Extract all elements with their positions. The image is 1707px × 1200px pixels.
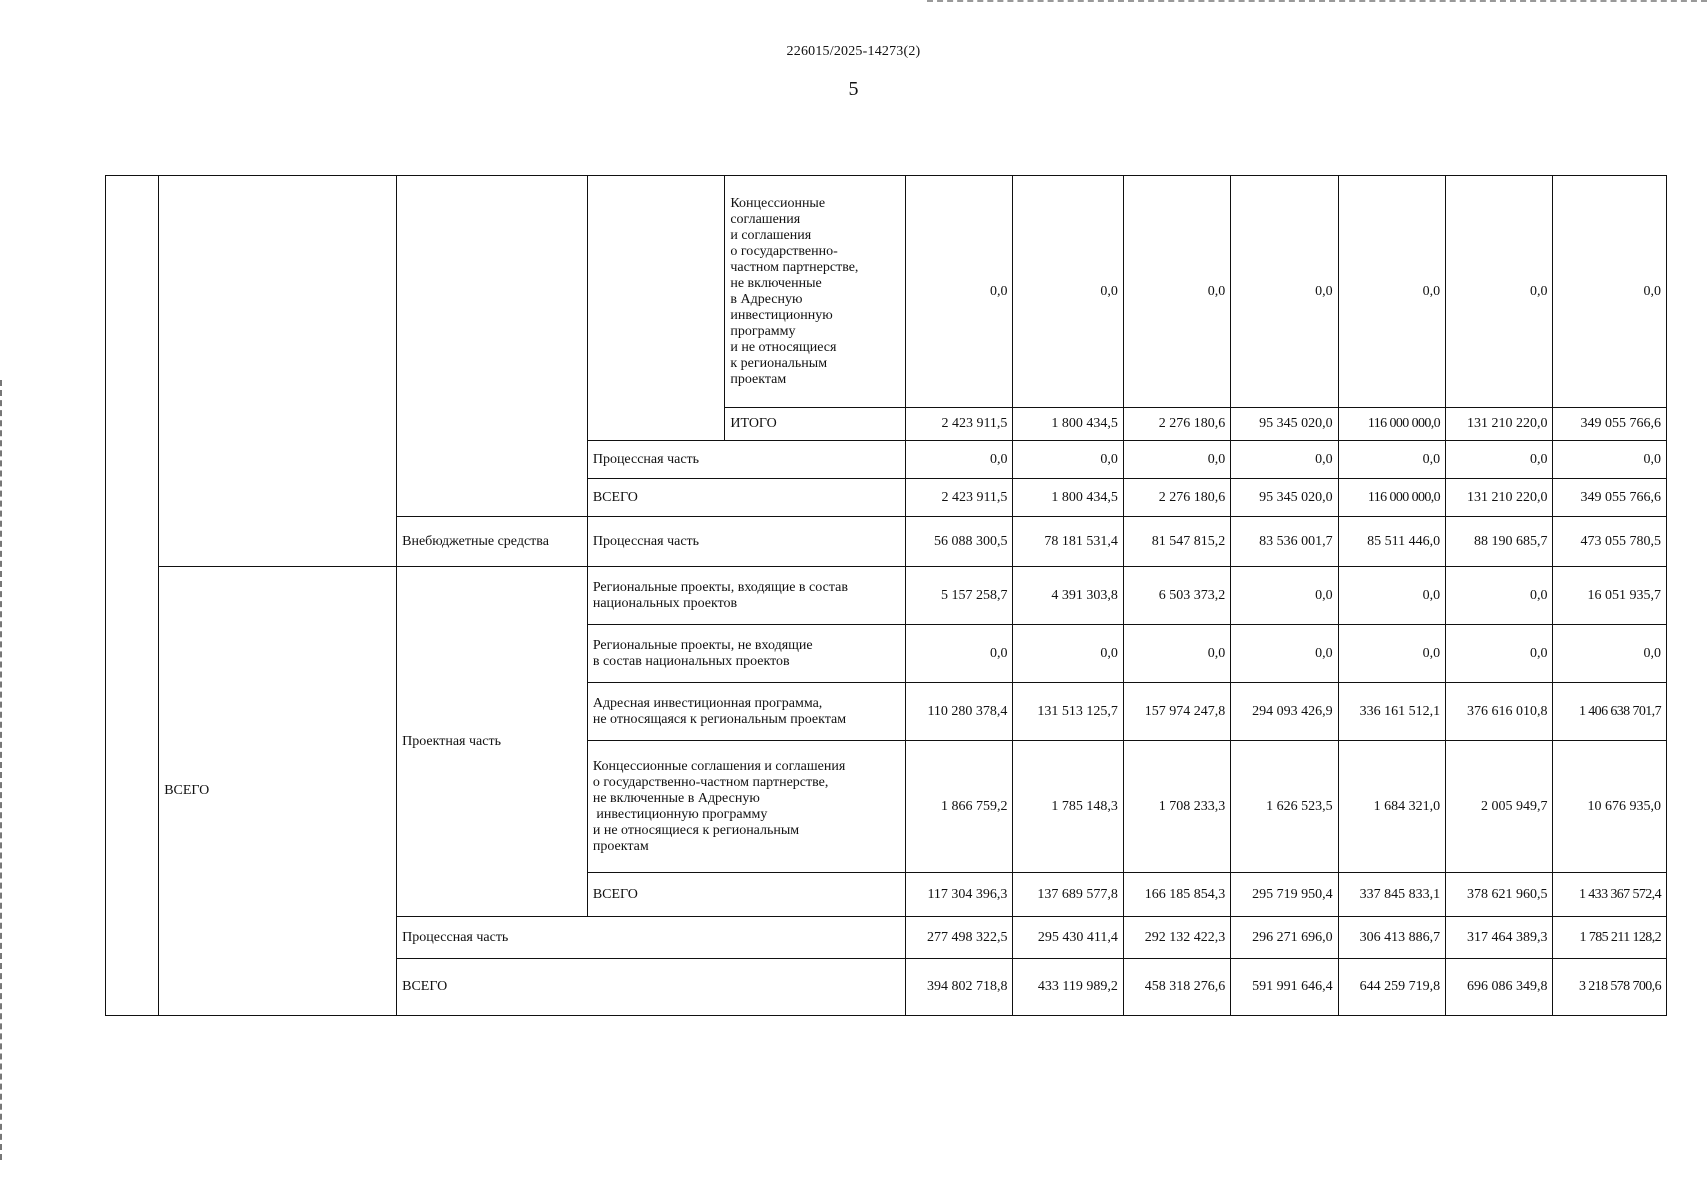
table-cell: 0,0 [1446,567,1553,625]
table-cell: 0,0 [1231,567,1338,625]
total-process-label: Процессная часть [397,917,906,959]
table-cell: 0,0 [1446,625,1553,683]
scan-edge-marks-left [0,380,5,1160]
table-cell: 1 785 211 128,2 [1553,917,1667,959]
table-cell: 458 318 276,6 [1123,959,1230,1016]
itogo-label: ИТОГО [725,408,906,441]
table-cell: 1 433 367 572,4 [1553,873,1667,917]
table-cell: 110 280 378,4 [906,683,1013,741]
project-vsego-label: ВСЕГО [587,873,905,917]
table-cell: 81 547 815,2 [1123,517,1230,567]
table-cell: 0,0 [1338,625,1445,683]
table-cell: 378 621 960,5 [1446,873,1553,917]
table-cell: 306 413 886,7 [1338,917,1445,959]
table-cell: 2 276 180,6 [1123,479,1230,517]
table-row-regional-in [106,567,1667,625]
table-cell: 1 708 233,3 [1123,741,1230,873]
table-cell: 0,0 [906,441,1013,479]
table-cell: 85 511 446,0 [1338,517,1445,567]
table-cell: 376 616 010,8 [1446,683,1553,741]
blank-group-cell [159,176,397,567]
table-cell: 0,0 [1553,441,1667,479]
table-cell: 2 423 911,5 [906,408,1013,441]
table-cell: 349 055 766,6 [1553,479,1667,517]
table-cell: 0,0 [906,625,1013,683]
table-cell: 277 498 322,5 [906,917,1013,959]
table-cell: 0,0 [1553,625,1667,683]
table-cell: 0,0 [1446,441,1553,479]
table-cell: 591 991 646,4 [1231,959,1338,1016]
table-cell: 0,0 [1013,176,1123,408]
table-cell: 0,0 [1231,625,1338,683]
table-cell: 296 271 696,0 [1231,917,1338,959]
table-cell: 0,0 [1338,176,1445,408]
table-cell: 131 210 220,0 [1446,408,1553,441]
table-row-concession-long [106,176,1667,408]
extrabudget-label: Внебюджетные средства [397,517,588,567]
blank-part-cell [587,176,725,441]
document-id: 226015/2025-14273(2) [786,44,921,59]
table-cell: 10 676 935,0 [1553,741,1667,873]
table-cell: 0,0 [1231,176,1338,408]
table-cell: 5 157 258,7 [906,567,1013,625]
scan-edge-marks-top [927,0,1707,4]
table-cell: 1 800 434,5 [1013,408,1123,441]
table-cell: 1 785 148,3 [1013,741,1123,873]
table-cell: 349 055 766,6 [1553,408,1667,441]
process-part-label: Процессная часть [587,441,905,479]
table-cell: 6 503 373,2 [1123,567,1230,625]
table-cell: 56 088 300,5 [906,517,1013,567]
table-cell: 292 132 422,3 [1123,917,1230,959]
table-cell: 1 800 434,5 [1013,479,1123,517]
regional-in-label: Региональные проекты, входящие в состав национальных проектов [587,567,905,625]
table-cell: 88 190 685,7 [1446,517,1553,567]
table-cell: 95 345 020,0 [1231,408,1338,441]
page-number: 5 [848,78,859,100]
table-cell: 1 406 638 701,7 [1553,683,1667,741]
table-cell: 0,0 [1553,176,1667,408]
concession-long-label: Концессионные соглашения и соглашения о государственно- частном партнерстве, не включенные в Адресную инвестиционную программу и не относящиеся к региональным проектам [725,176,906,408]
table-cell: 2 423 911,5 [906,479,1013,517]
concession-short-label: Концессионные соглашения и соглашения о государственно-частном партнерстве, не включенные в Адресную инвестиционную программу и не относящиеся к региональным проектам [587,741,905,873]
table-cell: 394 802 718,8 [906,959,1013,1016]
table-cell: 295 719 950,4 [1231,873,1338,917]
table-cell: 644 259 719,8 [1338,959,1445,1016]
table-cell: 166 185 854,3 [1123,873,1230,917]
total-group-label: ВСЕГО [159,567,397,1016]
table-cell: 696 086 349,8 [1446,959,1553,1016]
blank-left-column [106,176,159,1016]
table-cell: 1 684 321,0 [1338,741,1445,873]
table-cell: 294 093 426,9 [1231,683,1338,741]
table-cell: 0,0 [906,176,1013,408]
table-cell: 16 051 935,7 [1553,567,1667,625]
table-cell: 1 866 759,2 [906,741,1013,873]
table-cell: 1 626 523,5 [1231,741,1338,873]
table-cell: 157 974 247,8 [1123,683,1230,741]
extrabudget-process-label: Процессная часть [587,517,905,567]
table-cell: 473 055 780,5 [1553,517,1667,567]
regional-out-label: Региональные проекты, не входящие в состав национальных проектов [587,625,905,683]
table-cell: 0,0 [1013,441,1123,479]
table-cell: 83 536 001,7 [1231,517,1338,567]
table-cell: 116 000 000,0 [1338,479,1445,517]
table-cell: 131 210 220,0 [1446,479,1553,517]
table-cell: 337 845 833,1 [1338,873,1445,917]
vsego-label: ВСЕГО [587,479,905,517]
aip-label: Адресная инвестиционная программа, не относящаяся к региональным проектам [587,683,905,741]
table-cell: 0,0 [1123,441,1230,479]
grand-total-label: ВСЕГО [397,959,906,1016]
table-cell: 116 000 000,0 [1338,408,1445,441]
table-cell: 117 304 396,3 [906,873,1013,917]
table-cell: 0,0 [1123,176,1230,408]
table-cell: 0,0 [1446,176,1553,408]
table-cell: 131 513 125,7 [1013,683,1123,741]
table-cell: 0,0 [1338,567,1445,625]
table-cell: 0,0 [1338,441,1445,479]
table-cell: 0,0 [1123,625,1230,683]
budget-table [105,175,1667,1016]
table-cell: 0,0 [1013,625,1123,683]
table-cell: 336 161 512,1 [1338,683,1445,741]
table-cell: 433 119 989,2 [1013,959,1123,1016]
table-cell: 95 345 020,0 [1231,479,1338,517]
table-cell: 2 276 180,6 [1123,408,1230,441]
table-cell: 0,0 [1231,441,1338,479]
table-cell: 2 005 949,7 [1446,741,1553,873]
table-cell: 3 218 578 700,6 [1553,959,1667,1016]
table-cell: 4 391 303,8 [1013,567,1123,625]
project-part-label: Проектная часть [397,567,588,917]
blank-source-cell [397,176,588,517]
table-cell: 137 689 577,8 [1013,873,1123,917]
table-cell: 317 464 389,3 [1446,917,1553,959]
table-cell: 78 181 531,4 [1013,517,1123,567]
table-cell: 295 430 411,4 [1013,917,1123,959]
